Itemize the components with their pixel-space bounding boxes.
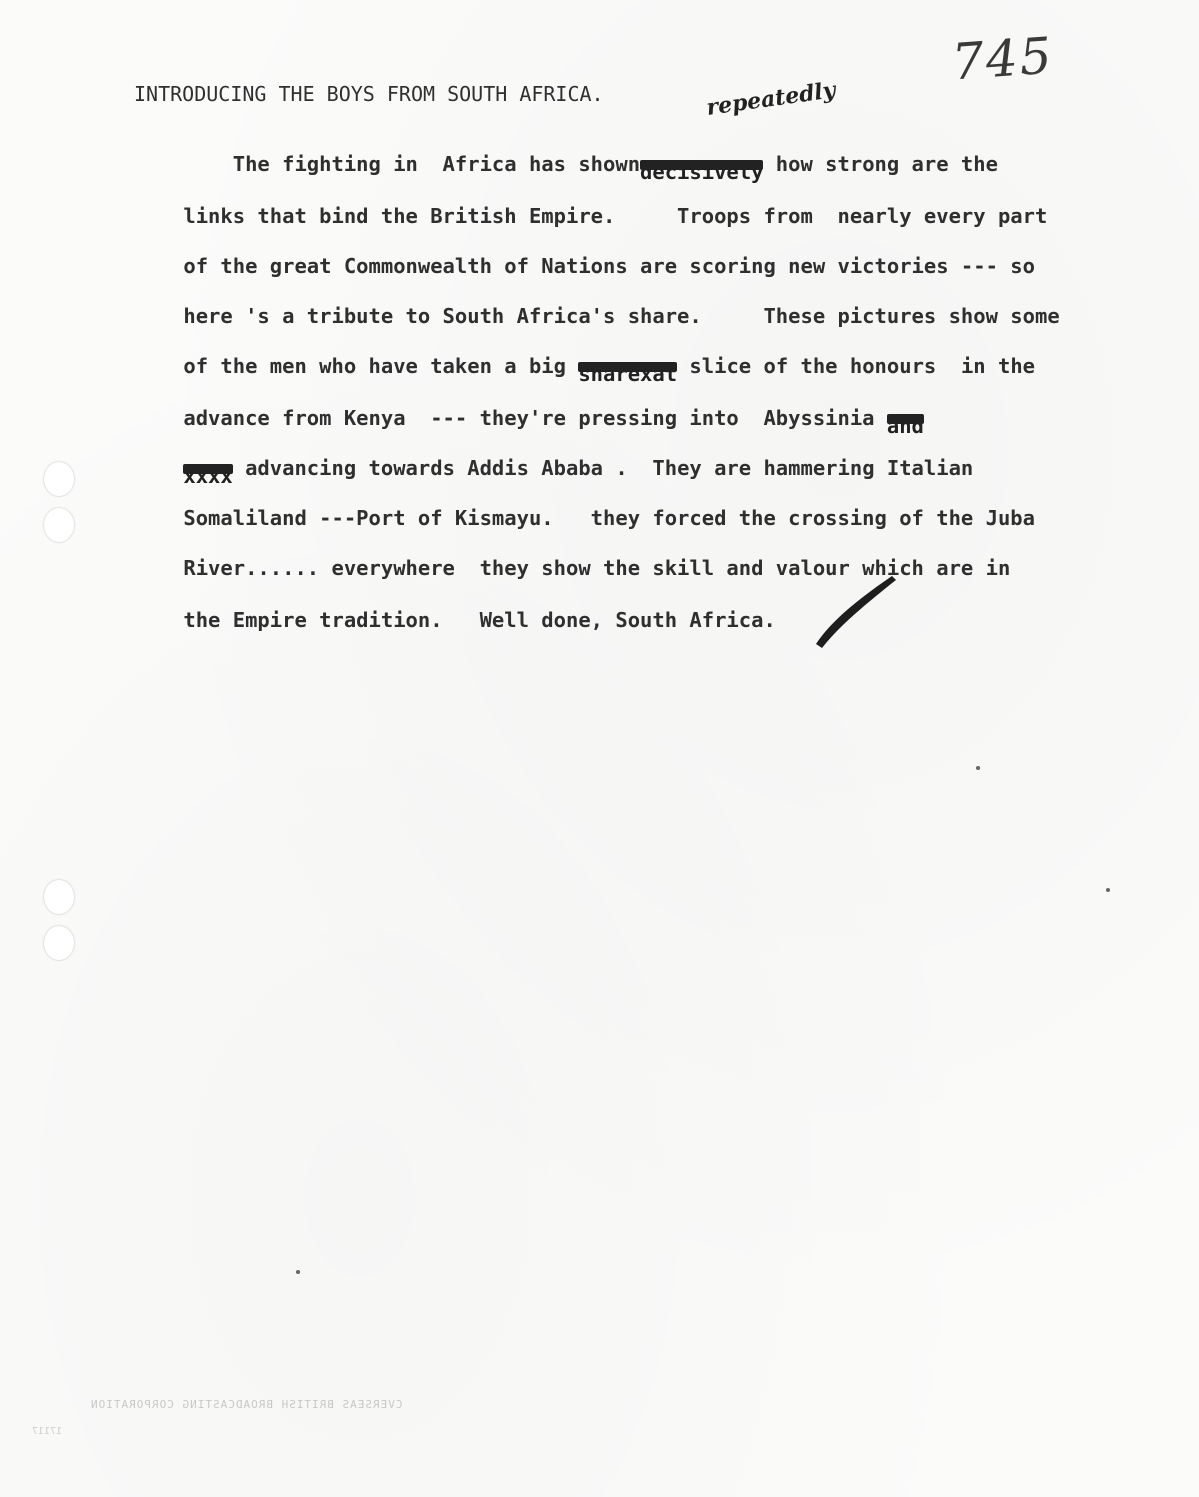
ink-stroke-mark <box>808 570 898 650</box>
punch-hole <box>44 462 74 496</box>
page-number: 745 <box>950 26 1056 92</box>
line-text-after: advancing towards Addis Ababa . They are hammering Italian <box>232 456 974 480</box>
footer-code: 17117 <box>32 1426 63 1437</box>
body-line-10 <box>134 584 776 656</box>
line-text-before: The fighting in Africa has shown <box>183 152 641 176</box>
punch-hole <box>44 926 74 960</box>
speck <box>296 1270 300 1274</box>
line-text: the Empire tradition. Well done, South Africa. <box>183 608 776 632</box>
punch-hole <box>44 508 74 542</box>
struck-word: and <box>886 414 924 438</box>
struck-word: decisively <box>640 160 764 184</box>
document-title: INTRODUCING THE BOYS FROM SOUTH AFRICA. <box>134 82 604 106</box>
line-text: of the great Commonwealth of Nations are scoring new victories --- so <box>183 254 1035 278</box>
footer-imprint: CVERSEAS BRITISH BROADCASTING CORPORATION <box>90 1398 403 1411</box>
line-text-after: how strong are the <box>763 152 998 176</box>
line-text-before: advance from Kenya --- they're pressing into Abyssinia <box>183 406 887 430</box>
line-text: Somaliland ---Port of Kismayu. they forced the crossing of the Juba <box>183 506 1035 530</box>
line-text-after: slice of the honours in the <box>677 354 1035 378</box>
speck <box>976 766 980 770</box>
line-text-before: of the men who have taken a big <box>183 354 579 378</box>
line-text: River...... everywhere they show the skill and valour which are in <box>183 556 1011 580</box>
struck-word: xxxx <box>183 464 233 488</box>
punch-hole <box>44 880 74 914</box>
struck-word: sharexat <box>578 362 678 386</box>
speck <box>1106 888 1110 892</box>
line-text: links that bind the British Empire. Troops from nearly every part <box>183 204 1048 228</box>
handwritten-insertion: repeatedly <box>704 77 838 121</box>
line-text: here 's a tribute to South Africa's share. These pictures show some <box>183 304 1060 328</box>
